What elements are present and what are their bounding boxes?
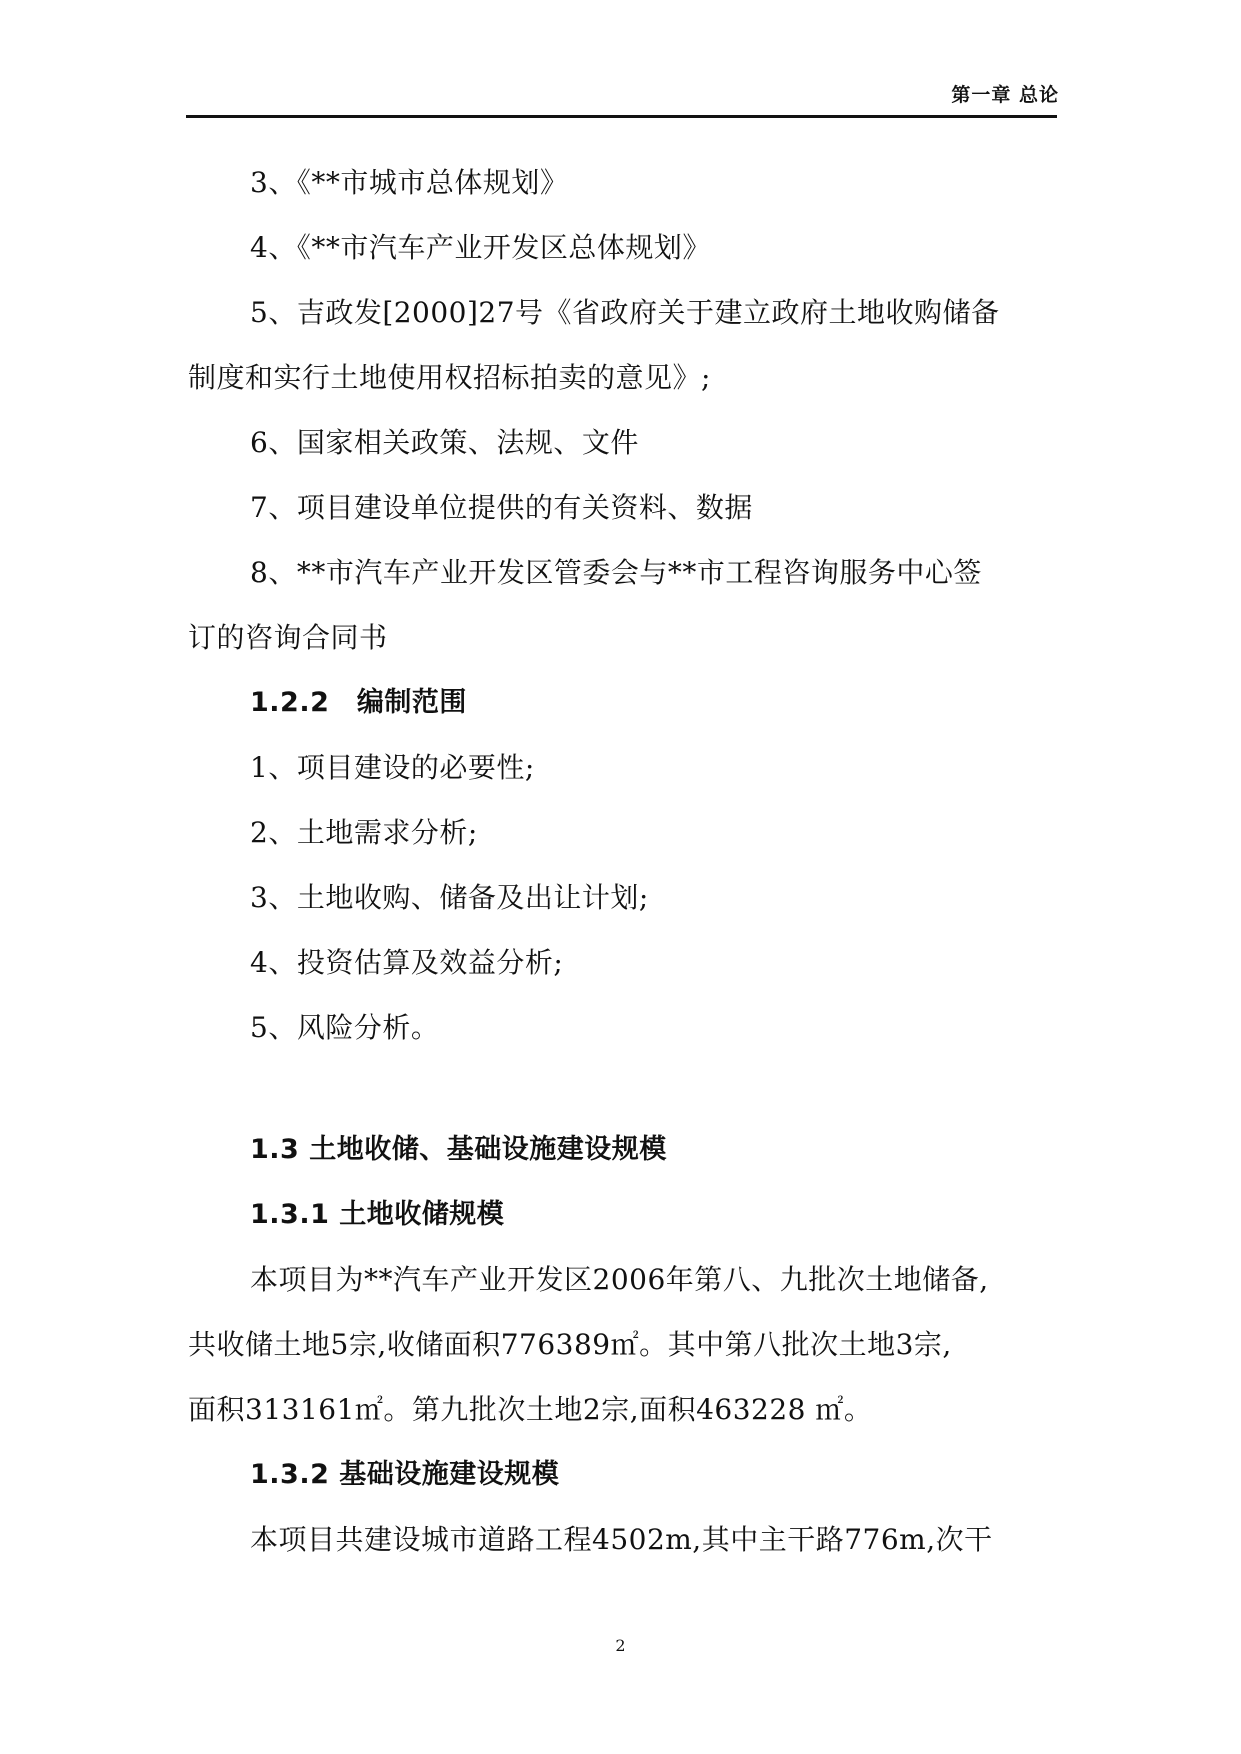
land-storage-paragraph-line-3: 面积313161㎡。第九批次土地2宗,面积463228 ㎡。 — [188, 1393, 873, 1426]
land-storage-paragraph-line-1: 本项目为**汽车产业开发区2006年第八、九批次土地储备, — [250, 1263, 989, 1296]
land-storage-paragraph-line-2: 共收储土地5宗,收储面积776389㎡。其中第八批次土地3宗, — [188, 1328, 952, 1361]
scope-item-3: 3、土地收购、储备及出让计划; — [250, 881, 649, 914]
scope-item-2: 2、土地需求分析; — [250, 816, 478, 849]
reference-item-5: 5、吉政发[2000]27号《省政府关于建立政府土地收购储备 — [250, 296, 1000, 329]
reference-item-4: 4、《**市汽车产业开发区总体规划》 — [250, 231, 711, 264]
section-heading-1-2-2: 1.2.2 编制范围 — [250, 687, 467, 718]
section-heading-1-3: 1.3 土地收储、基础设施建设规模 — [250, 1134, 667, 1165]
reference-item-8: 8、**市汽车产业开发区管委会与**市工程咨询服务中心签 — [250, 556, 982, 589]
reference-item-7: 7、项目建设单位提供的有关资料、数据 — [250, 491, 753, 524]
scope-item-1: 1、项目建设的必要性; — [250, 751, 535, 784]
scope-item-4: 4、投资估算及效益分析; — [250, 946, 564, 979]
reference-item-6: 6、国家相关政策、法规、文件 — [250, 426, 639, 459]
chapter-header: 第一章 总论 — [951, 84, 1059, 106]
section-heading-1-3-1: 1.3.1 土地收储规模 — [250, 1199, 505, 1230]
scope-item-5: 5、风险分析。 — [250, 1011, 440, 1044]
header-rule — [186, 115, 1057, 118]
infrastructure-paragraph-line-1: 本项目共建设城市道路工程4502m,其中主干路776m,次干 — [250, 1523, 993, 1556]
reference-item-5-continued: 制度和实行土地使用权招标拍卖的意见》; — [188, 361, 711, 394]
reference-item-3: 3、《**市城市总体规划》 — [250, 166, 569, 199]
section-heading-1-3-2: 1.3.2 基础设施建设规模 — [250, 1459, 560, 1490]
page-number: 2 — [615, 1636, 626, 1655]
reference-item-8-continued: 订的咨询合同书 — [188, 621, 388, 654]
